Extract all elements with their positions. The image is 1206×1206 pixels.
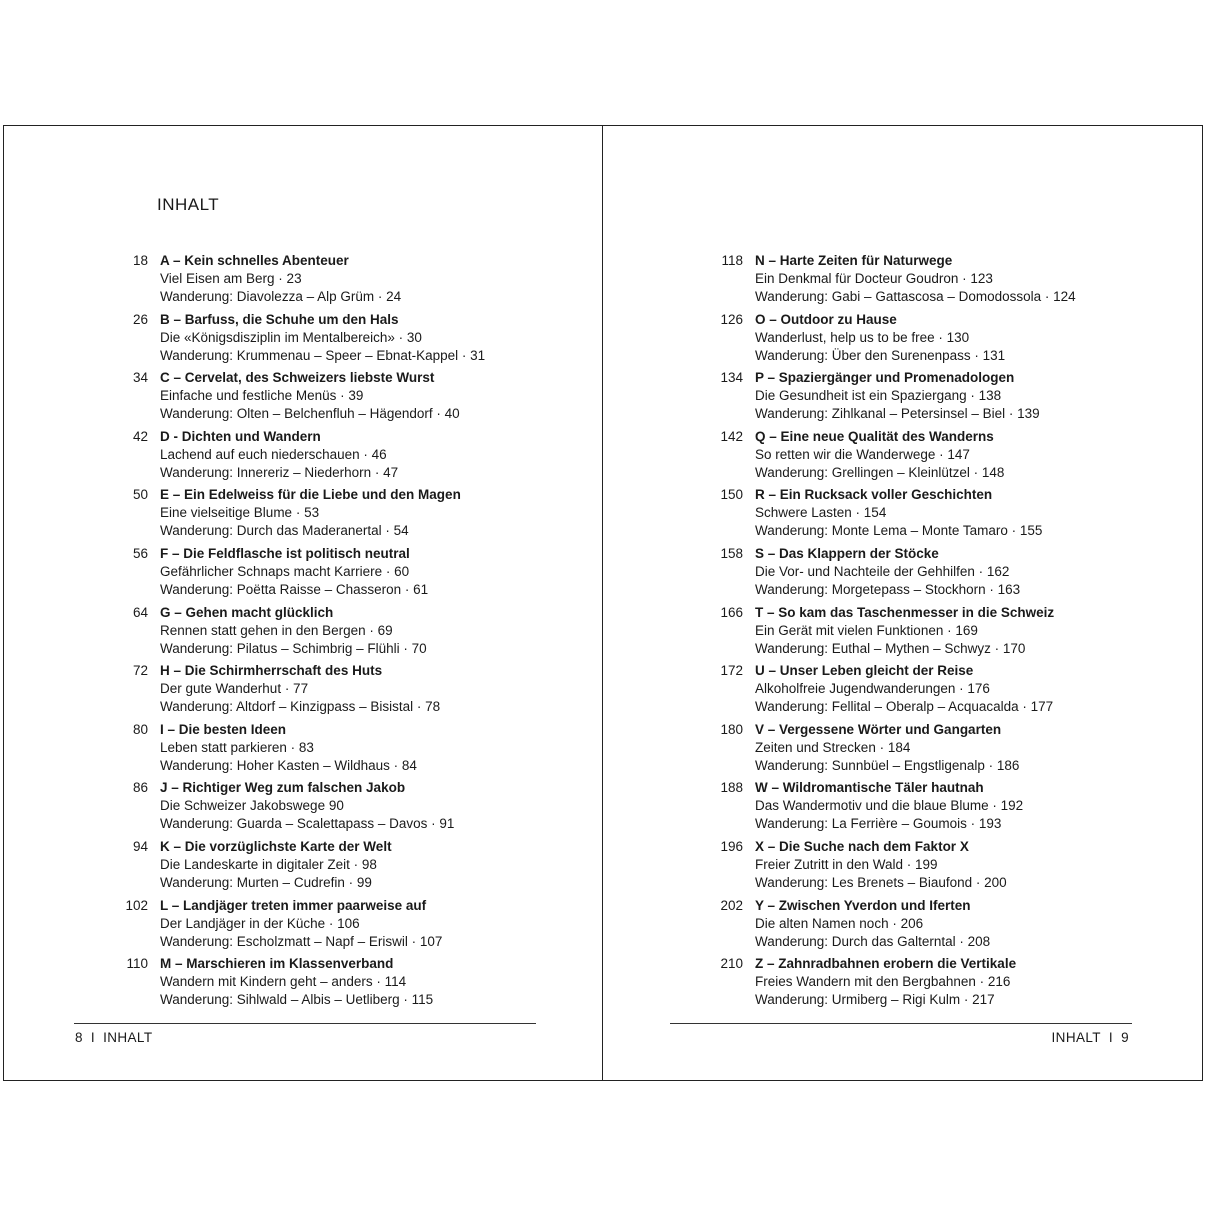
- toc-page-number: 80: [132, 721, 148, 737]
- toc-page-number: 34: [132, 370, 148, 386]
- toc-list-right: [603, 252, 1163, 1014]
- toc-entry-text: [755, 897, 990, 951]
- hike-route: Wanderung: Diavolezza – Alp Grüm · 24: [160, 289, 402, 304]
- hike-route: Wanderung: Olten – Belchenfluh – Hägendorf · 40: [160, 406, 460, 422]
- toc-entry: [603, 897, 1163, 956]
- chapter-subtopic: Viel Eisen am Berg · 23: [160, 271, 302, 286]
- hike-route: Wanderung: Gabi – Gattascosa – Domodossola · 124: [755, 289, 1076, 304]
- chapter-heading: E – Ein Edelweiss für die Liebe und den Magen: [160, 487, 461, 503]
- toc-entry-text: [160, 604, 427, 658]
- toc-page-number: 110: [126, 956, 148, 972]
- toc-entry: [4, 838, 564, 897]
- chapter-subtopic: So retten wir die Wanderwege · 147: [755, 446, 970, 462]
- toc-page-number: 210: [720, 956, 743, 972]
- chapter-subtopic: Einfache und festliche Menüs · 39: [160, 388, 364, 404]
- chapter-subtopic: Gefährlicher Schnaps macht Karriere · 60: [160, 563, 410, 579]
- chapter-subtopic: Freies Wandern mit den Bergbahnen · 216: [755, 974, 1011, 990]
- chapter-subtopic: Schwere Lasten · 154: [755, 505, 887, 521]
- hike-route: Wanderung: Pilatus – Schimbrig – Flühli · 70: [160, 640, 427, 656]
- footer-separator: I: [1108, 1030, 1114, 1045]
- chapter-subtopic: Ein Gerät mit vielen Funktionen · 169: [755, 622, 978, 638]
- toc-entry-text: [160, 311, 485, 365]
- chapter-subtopic: Lachend auf euch niederschauen · 46: [160, 446, 387, 462]
- toc-entry: [603, 955, 1163, 1014]
- chapter-subtopic: Rennen statt gehen in den Bergen · 69: [160, 622, 393, 638]
- toc-entry-text: [755, 604, 1054, 658]
- toc-page-number: 188: [720, 780, 743, 796]
- toc-page-number: 166: [720, 604, 743, 620]
- toc-entry: [4, 369, 564, 428]
- toc-entry: [603, 721, 1163, 780]
- toc-page-number: 134: [720, 370, 743, 386]
- hike-route: Wanderung: Les Brenets – Biaufond · 200: [755, 874, 1007, 890]
- chapter-subtopic: Die Landeskarte in digitaler Zeit · 98: [160, 856, 377, 872]
- hike-route: Wanderung: Fellital – Oberalp – Acquacalda · 177: [755, 699, 1054, 715]
- toc-entry-text: [160, 897, 442, 951]
- chapter-heading: B – Barfuss, die Schuhe um den Hals: [160, 311, 399, 327]
- chapter-subtopic: Der gute Wanderhut · 77: [160, 681, 309, 697]
- toc-entry-text: [755, 369, 1040, 423]
- chapter-heading: G – Gehen macht glücklich: [160, 604, 334, 620]
- footer-label: INHALT: [1051, 1030, 1101, 1045]
- toc-entry: [4, 604, 564, 663]
- hike-route: Wanderung: Urmiberg – Rigi Kulm · 217: [755, 992, 995, 1008]
- left-page: [4, 126, 602, 1080]
- toc-entry: [4, 662, 564, 721]
- toc-entry: [603, 545, 1163, 604]
- footer-rule: [670, 1023, 1132, 1024]
- hike-route: Wanderung: Krummenau – Speer – Ebnat-Kappel · 31: [160, 347, 486, 363]
- hike-route: Wanderung: Poëtta Raisse – Chasseron · 61: [160, 581, 429, 597]
- chapter-heading: W – Wildromantische Täler hautnah: [755, 780, 984, 796]
- chapter-subtopic: Eine vielseitige Blume · 53: [160, 505, 320, 521]
- toc-page-number: 202: [720, 897, 743, 913]
- footer-rule: [74, 1023, 536, 1024]
- chapter-subtopic: Alkoholfreie Jugendwanderungen · 176: [755, 681, 990, 697]
- chapter-heading: V – Vergessene Wörter und Gangarten: [755, 721, 1002, 737]
- hike-route: Wanderung: Innereriz – Niederhorn · 47: [160, 464, 399, 480]
- toc-page-number: 158: [720, 545, 743, 561]
- toc-entry-text: [160, 662, 440, 716]
- chapter-subtopic: Freier Zutritt in den Wald · 199: [755, 856, 938, 872]
- toc-page-number: 126: [720, 311, 743, 327]
- page-number: 8: [75, 1030, 83, 1045]
- toc-page-number: 18: [132, 253, 148, 268]
- toc-page-number: 180: [720, 721, 743, 737]
- chapter-heading: D - Dichten und Wandern: [160, 428, 321, 444]
- toc-entry-text: [160, 721, 417, 775]
- toc-entry: [4, 955, 564, 1014]
- chapter-heading: Z – Zahnradbahnen erobern die Vertikale: [755, 956, 1017, 972]
- chapter-heading: T – So kam das Taschenmesser in die Schweiz: [755, 604, 1055, 620]
- hike-route: Wanderung: Über den Surenenpass · 131: [755, 347, 1006, 363]
- toc-entry-text: [755, 311, 1005, 365]
- toc-entry: [603, 838, 1163, 897]
- toc-entry: [4, 897, 564, 956]
- right-page: [603, 126, 1201, 1080]
- chapter-heading: C – Cervelat, des Schweizers liebste Wurst: [160, 370, 435, 386]
- chapter-heading: M – Marschieren im Klassenverband: [160, 956, 394, 972]
- page-number: 9: [1121, 1030, 1129, 1045]
- hike-route: Wanderung: Euthal – Mythen – Schwyz · 170: [755, 640, 1026, 656]
- page-footer-right: [1052, 1030, 1129, 1045]
- toc-entry-text: [160, 252, 401, 306]
- chapter-subtopic: Das Wandermotiv und die blaue Blume · 192: [755, 798, 1024, 814]
- toc-page-number: 72: [132, 663, 148, 679]
- chapter-heading: F – Die Feldflasche ist politisch neutral: [160, 545, 410, 561]
- chapter-heading: S – Das Klappern der Stöcke: [755, 545, 939, 561]
- chapter-heading: O – Outdoor zu Hause: [755, 311, 897, 327]
- chapter-subtopic: Die Schweizer Jakobswege 90: [160, 798, 344, 814]
- toc-entry-text: [755, 486, 1042, 540]
- chapter-heading: J – Richtiger Weg zum falschen Jakob: [160, 780, 406, 796]
- chapter-heading: X – Die Suche nach dem Faktor X: [755, 838, 969, 854]
- chapter-subtopic: Leben statt parkieren · 83: [160, 739, 314, 755]
- chapter-subtopic: Wanderlust, help us to be free · 130: [755, 329, 970, 345]
- book-spread: [3, 125, 1203, 1081]
- chapter-heading: H – Die Schirmherrschaft des Huts: [160, 663, 383, 679]
- toc-entry-text: [160, 369, 460, 423]
- toc-page-number: 172: [720, 663, 743, 679]
- toc-entry-text: [755, 838, 1007, 892]
- hike-route: Wanderung: Hoher Kasten – Wildhaus · 84: [160, 757, 417, 773]
- toc-entry-text: [755, 428, 1004, 482]
- chapter-subtopic: Der Landjäger in der Küche · 106: [160, 915, 360, 931]
- toc-entry: [4, 545, 564, 604]
- page-footer-left: [75, 1030, 152, 1045]
- toc-page-number: 118: [721, 253, 743, 268]
- toc-entry: [603, 311, 1163, 370]
- chapter-heading: L – Landjäger treten immer paarweise auf: [160, 897, 427, 913]
- toc-entry: [4, 486, 564, 545]
- chapter-subtopic: Die «Königsdisziplin im Mentalbereich» · 30: [160, 329, 422, 345]
- toc-entry: [603, 369, 1163, 428]
- chapter-heading: P – Spaziergänger und Promenadologen: [755, 370, 1015, 386]
- chapter-subtopic: Die Vor- und Nachteile der Gehhilfen · 162: [755, 563, 1010, 579]
- toc-entry-text: [755, 662, 1053, 716]
- hike-route: Wanderung: Morgetepass – Stockhorn · 163: [755, 581, 1021, 597]
- hike-route: Wanderung: Guarda – Scalettapass – Davos · 91: [160, 816, 455, 832]
- footer-separator: I: [90, 1030, 96, 1045]
- toc-page-number: 142: [720, 428, 743, 444]
- toc-entry: [4, 779, 564, 838]
- toc-entry-text: [160, 486, 461, 540]
- toc-entry-text: [755, 955, 1016, 1009]
- toc-page-number: 86: [132, 780, 148, 796]
- chapter-heading: A – Kein schnelles Abenteuer: [160, 253, 349, 268]
- toc-entry: [603, 252, 1163, 311]
- chapter-heading: R – Ein Rucksack voller Geschichten: [755, 487, 993, 503]
- toc-page-number: 64: [132, 604, 148, 620]
- toc-list-left: [4, 252, 564, 1014]
- chapter-subtopic: Zeiten und Strecken · 184: [755, 739, 911, 755]
- toc-entry: [4, 428, 564, 487]
- toc-entry-text: [160, 838, 392, 892]
- toc-page-number: 196: [720, 838, 743, 854]
- toc-entry: [603, 604, 1163, 663]
- toc-entry: [603, 486, 1163, 545]
- chapter-heading: K – Die vorzüglichste Karte der Welt: [160, 838, 392, 854]
- toc-entry: [4, 252, 564, 311]
- hike-route: Wanderung: Durch das Galterntal · 208: [755, 933, 991, 949]
- chapter-heading: N – Harte Zeiten für Naturwege: [755, 253, 953, 268]
- toc-page-number: 102: [125, 897, 148, 913]
- chapter-subtopic: Die alten Namen noch · 206: [755, 915, 924, 931]
- hike-route: Wanderung: La Ferrière – Goumois · 193: [755, 816, 1002, 832]
- toc-entry-text: [160, 428, 398, 482]
- toc-entry-text: [755, 721, 1019, 775]
- hike-route: Wanderung: Zihlkanal – Petersinsel – Biel · 139: [755, 406, 1040, 422]
- hike-route: Wanderung: Escholzmatt – Napf – Eriswil · 107: [160, 933, 443, 949]
- toc-entry-text: [160, 955, 433, 1009]
- hike-route: Wanderung: Durch das Maderanertal · 54: [160, 523, 409, 539]
- page-title: INHALT: [157, 195, 220, 215]
- hike-route: Wanderung: Sihlwald – Albis – Uetliberg · 115: [160, 992, 434, 1008]
- hike-route: Wanderung: Sunnbüel – Engstligenalp · 186: [755, 757, 1020, 773]
- chapter-heading: I – Die besten Ideen: [160, 721, 287, 737]
- toc-entry-text: [160, 545, 428, 599]
- chapter-heading: Q – Eine neue Qualität des Wanderns: [755, 428, 994, 444]
- toc-page-number: 50: [132, 487, 148, 503]
- toc-entry-text: [755, 779, 1023, 833]
- toc-entry: [603, 428, 1163, 487]
- toc-entry-text: [160, 779, 454, 833]
- toc-entry: [603, 779, 1163, 838]
- chapter-subtopic: Die Gesundheit ist ein Spaziergang · 138: [755, 388, 1002, 404]
- footer-label: INHALT: [103, 1030, 153, 1045]
- hike-route: Wanderung: Altdorf – Kinzigpass – Bisistal · 78: [160, 699, 441, 715]
- hike-route: Wanderung: Monte Lema – Monte Tamaro · 155: [755, 523, 1043, 539]
- toc-page-number: 42: [132, 428, 148, 444]
- toc-entry: [4, 311, 564, 370]
- chapter-heading: Y – Zwischen Yverdon und Iferten: [755, 897, 971, 913]
- toc-page-number: 94: [132, 838, 148, 854]
- hike-route: Wanderung: Murten – Cudrefin · 99: [160, 874, 372, 890]
- hike-route: Wanderung: Grellingen – Kleinlützel · 148: [755, 464, 1005, 480]
- chapter-heading: U – Unser Leben gleicht der Reise: [755, 663, 974, 679]
- toc-page-number: 150: [720, 487, 743, 503]
- toc-page-number: 26: [132, 311, 148, 327]
- toc-page-number: 56: [132, 545, 148, 561]
- toc-entry-text: [755, 545, 1020, 599]
- chapter-subtopic: Wandern mit Kindern geht – anders · 114: [160, 974, 407, 990]
- toc-entry: [603, 662, 1163, 721]
- chapter-subtopic: Ein Denkmal für Docteur Goudron · 123: [755, 271, 993, 286]
- toc-entry-text: [755, 252, 1076, 306]
- toc-entry: [4, 721, 564, 780]
